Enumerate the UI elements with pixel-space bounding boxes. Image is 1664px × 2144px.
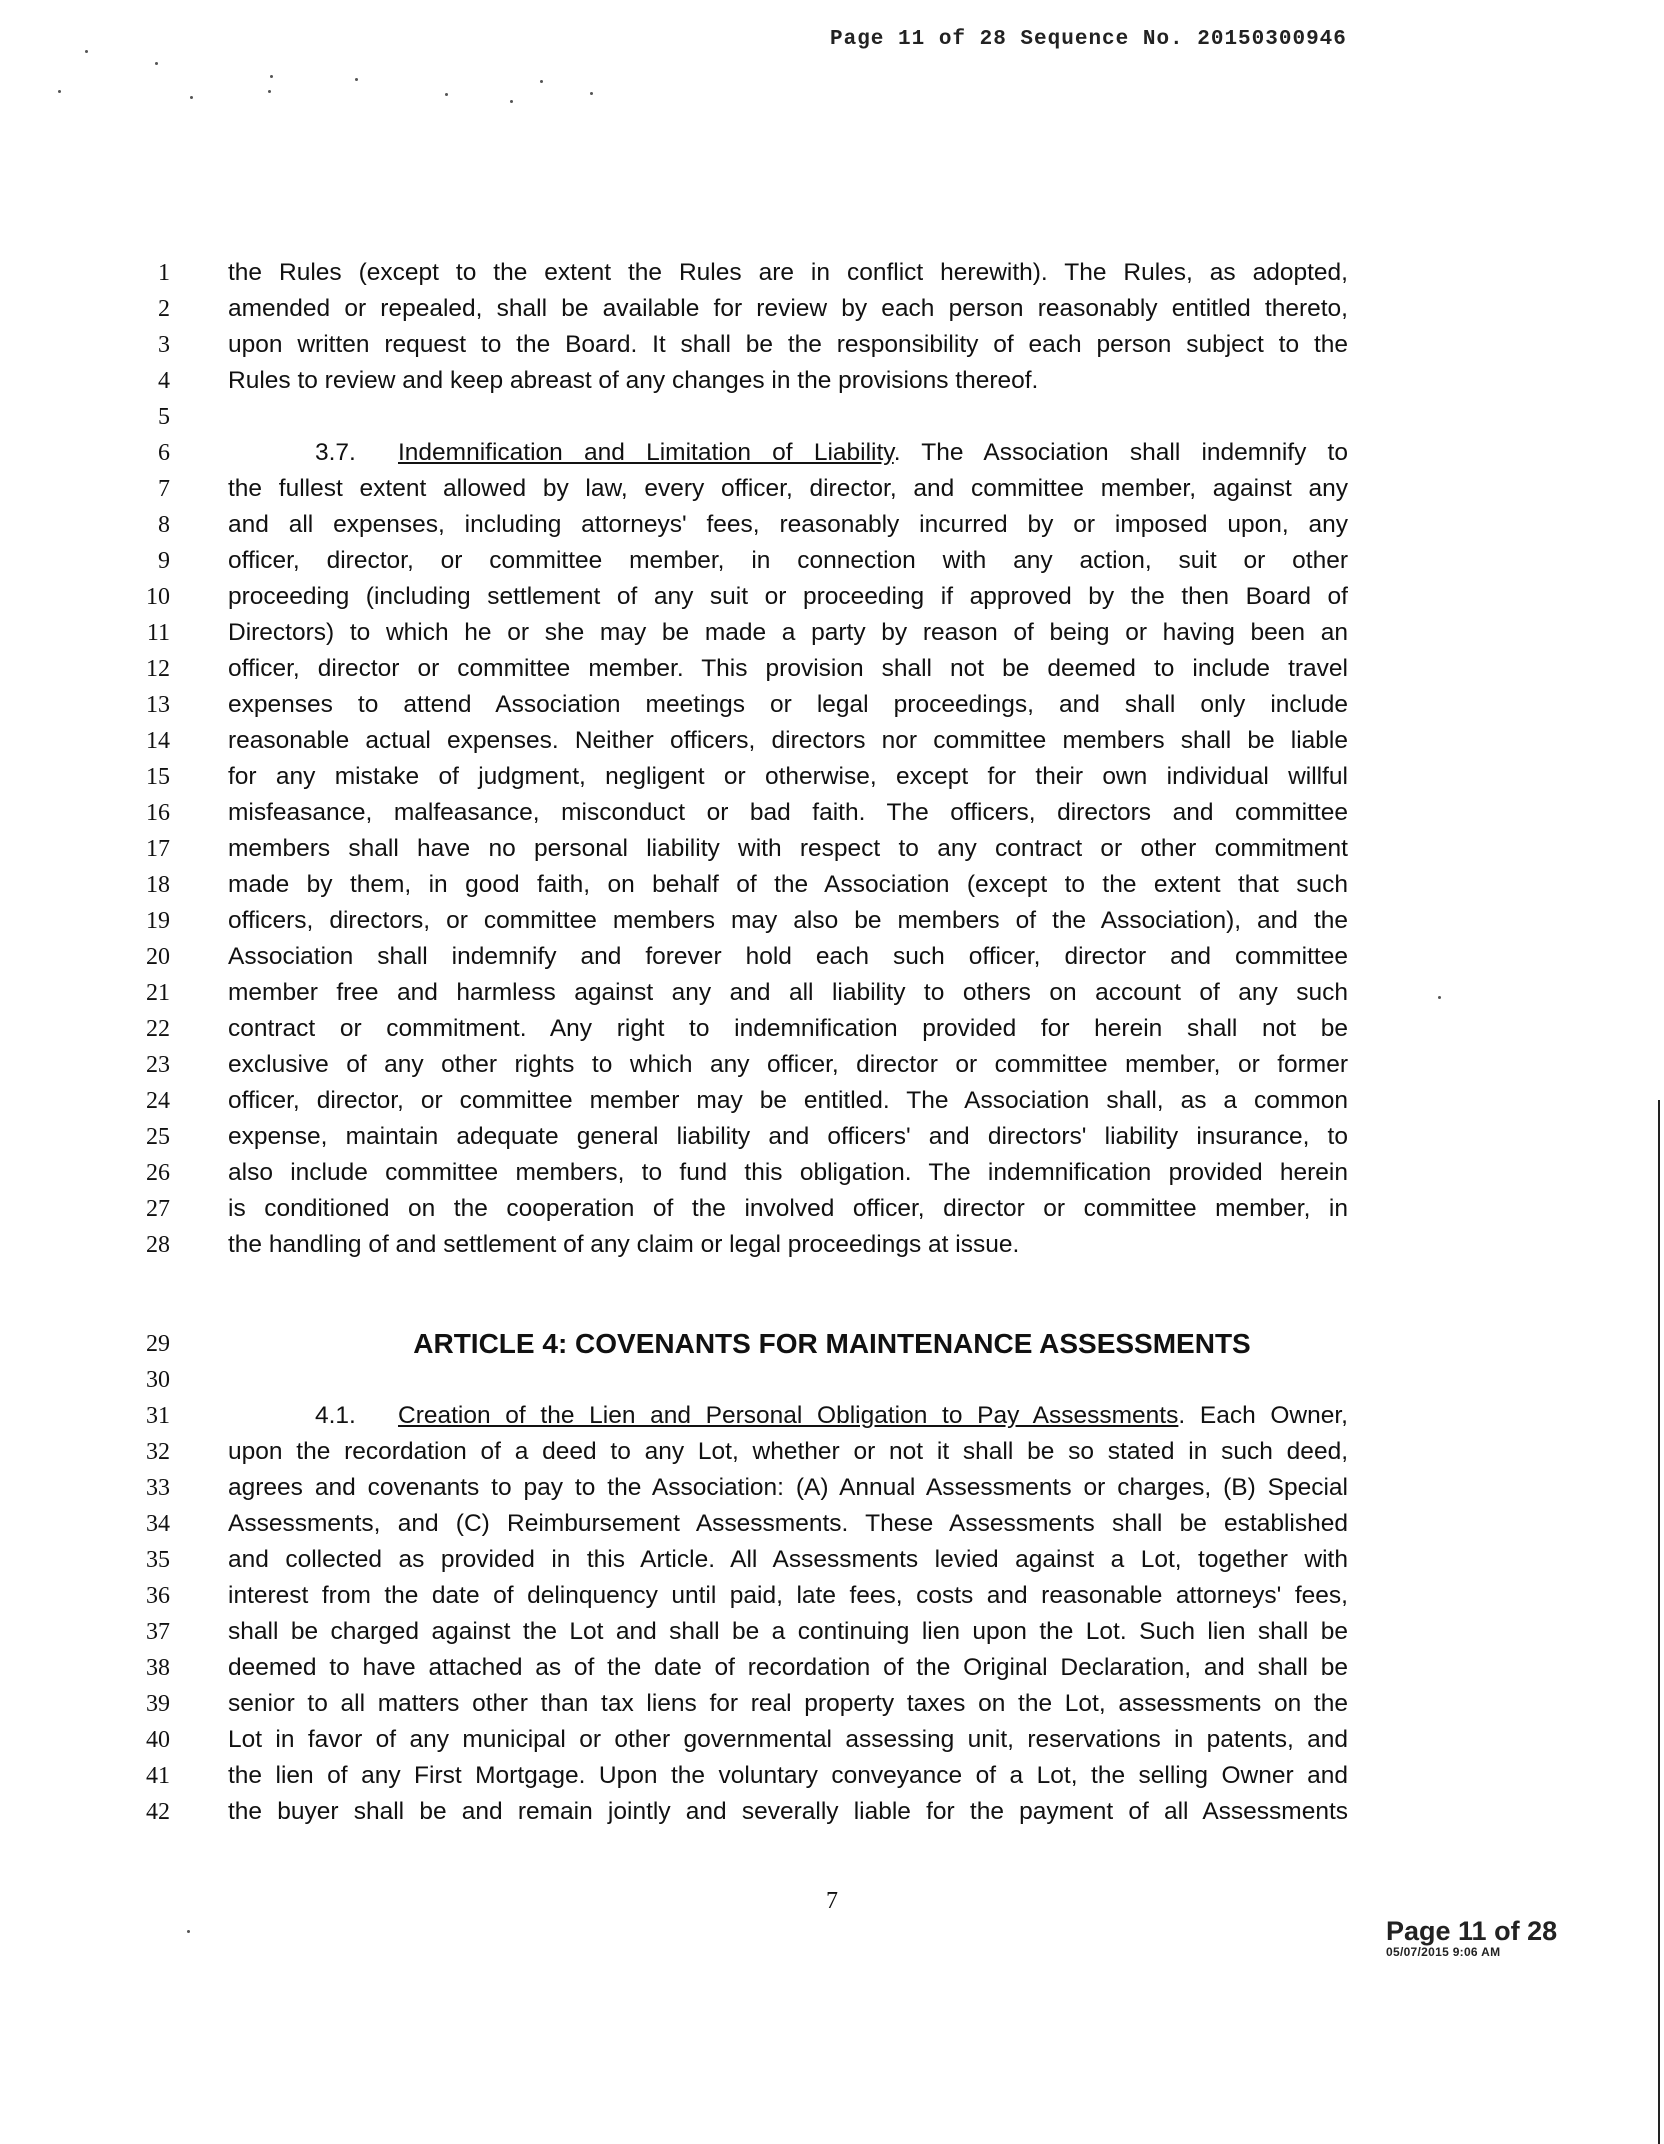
line-number: 4 (158, 368, 170, 394)
line-text: upon the recordation of a deed to any Lot, whether or not it shall be so stated in such deed, (228, 1438, 1348, 1465)
line-text: . Each Owner, (1178, 1402, 1348, 1429)
line-number: 19 (146, 908, 170, 934)
section-line (315, 1398, 1348, 1434)
line-number: 6 (158, 440, 170, 466)
document-line (0, 1398, 1664, 1434)
document-line (0, 975, 1664, 1011)
document-line (0, 1326, 1664, 1362)
document-line (0, 1542, 1664, 1578)
line-text: officer, director or committee member. This provision shall not be deemed to include travel (228, 655, 1348, 682)
line-text: officer, director, or committee member may be entitled. The Association shall, as a common (228, 1087, 1348, 1114)
line-text: . The Association shall indemnify to (893, 439, 1348, 466)
line-number: 34 (146, 1511, 170, 1537)
document-line (0, 291, 1664, 327)
document-line (0, 1794, 1664, 1830)
line-text: Lot in favor of any municipal or other governmental assessing unit, reservations in patents, and (228, 1726, 1348, 1753)
document-line (0, 363, 1664, 399)
line-text: agrees and covenants to pay to the Association: (A) Annual Assessments or charges, (B) Special (228, 1474, 1348, 1501)
line-number: 7 (158, 476, 170, 502)
line-number: 5 (158, 404, 170, 430)
document-line (0, 615, 1664, 651)
line-text: reasonable actual expenses. Neither officers, directors nor committee members shall be liable (228, 727, 1348, 754)
document-line (0, 1758, 1664, 1794)
document-line (0, 1470, 1664, 1506)
document-line (0, 759, 1664, 795)
document-line (0, 1155, 1664, 1191)
document-line (0, 1722, 1664, 1758)
document-line (0, 1083, 1664, 1119)
line-number: 24 (146, 1088, 170, 1114)
line-text: officer, director, or committee member, in connection with any action, suit or other (228, 547, 1348, 574)
section-number: 3.7. (315, 439, 356, 466)
document-line (0, 471, 1664, 507)
line-text: Rules to review and keep abreast of any changes in the provisions thereof. (228, 367, 1039, 394)
line-text: for any mistake of judgment, negligent or otherwise, except for their own individual willful (228, 763, 1348, 790)
document-line (0, 723, 1664, 759)
document-line (0, 687, 1664, 723)
line-text: the lien of any First Mortgage. Upon the voluntary conveyance of a Lot, the selling Owner and (228, 1762, 1348, 1789)
line-number: 35 (146, 1547, 170, 1573)
line-number: 14 (146, 728, 170, 754)
document-line (0, 255, 1664, 291)
line-number: 30 (146, 1367, 170, 1393)
line-number: 29 (146, 1331, 170, 1357)
line-text: Assessments, and (C) Reimbursement Assessments. These Assessments shall be established (228, 1510, 1348, 1537)
document-line (0, 1434, 1664, 1470)
document-line (0, 1614, 1664, 1650)
document-line (0, 1362, 1664, 1398)
document-line (0, 867, 1664, 903)
line-number: 28 (146, 1232, 170, 1258)
line-text: also include committee members, to fund this obligation. The indemnification provided herein (228, 1159, 1348, 1186)
line-text: is conditioned on the cooperation of the involved officer, director or committee member, in (228, 1195, 1348, 1222)
line-text: Directors) to which he or she may be made a party by reason of being or having been an (228, 619, 1348, 646)
line-text: expenses to attend Association meetings or legal proceedings, and shall only include (228, 691, 1348, 718)
line-text: and collected as provided in this Article. All Assessments levied against a Lot, together with (228, 1546, 1348, 1573)
document-line (0, 1686, 1664, 1722)
line-text: the handling of and settlement of any claim or legal proceedings at issue. (228, 1231, 1020, 1258)
line-number: 38 (146, 1655, 170, 1681)
line-text: the fullest extent allowed by law, every officer, director, and committee member, against any (228, 475, 1348, 502)
line-number: 27 (146, 1196, 170, 1222)
line-number: 2 (158, 296, 170, 322)
line-number: 8 (158, 512, 170, 538)
line-number: 26 (146, 1160, 170, 1186)
line-text: members shall have no personal liability with respect to any contract or other commitment (228, 835, 1348, 862)
line-text: member free and harmless against any and all liability to others on account of any such (228, 979, 1348, 1006)
line-number: 23 (146, 1052, 170, 1078)
line-number: 3 (158, 332, 170, 358)
line-number: 1 (158, 260, 170, 286)
document-line (0, 831, 1664, 867)
line-number: 39 (146, 1691, 170, 1717)
document-line (0, 1047, 1664, 1083)
line-number: 16 (146, 800, 170, 826)
line-number: 33 (146, 1475, 170, 1501)
document-line (0, 903, 1664, 939)
document-line (0, 1227, 1664, 1263)
line-number: 41 (146, 1763, 170, 1789)
line-text: interest from the date of delinquency until paid, late fees, costs and reasonable attorneys' fees, (228, 1582, 1348, 1609)
document-line (0, 795, 1664, 831)
section-number: 4.1. (315, 1402, 356, 1429)
sequence-header: Page 11 of 28 Sequence No. 20150300946 (830, 28, 1347, 51)
line-text: proceeding (including settlement of any suit or proceeding if approved by the then Board of (228, 583, 1348, 610)
line-text: upon written request to the Board. It shall be the responsibility of each person subject to the (228, 331, 1348, 358)
line-number: 21 (146, 980, 170, 1006)
page-number: 7 (826, 1888, 838, 1914)
document-line (0, 579, 1664, 615)
section-title: Creation of the Lien and Personal Obligation to Pay Assessments (398, 1402, 1179, 1429)
document-line (0, 507, 1664, 543)
line-text: amended or repealed, shall be available for review by each person reasonably entitled thereto, (228, 295, 1348, 322)
line-number: 10 (146, 584, 170, 610)
line-number: 31 (146, 1403, 170, 1429)
line-number: 40 (146, 1727, 170, 1753)
document-line (0, 1506, 1664, 1542)
line-text: shall be charged against the Lot and shall be a continuing lien upon the Lot. Such lien shall be (228, 1618, 1348, 1645)
document-line (0, 543, 1664, 579)
document-line (0, 435, 1664, 471)
line-text: Association shall indemnify and forever hold each such officer, director and committee (228, 943, 1348, 970)
line-number: 25 (146, 1124, 170, 1150)
line-text: exclusive of any other rights to which any officer, director or committee member, or former (228, 1051, 1348, 1078)
line-text: officers, directors, or committee members may also be members of the Association), and the (228, 907, 1348, 934)
line-number: 9 (158, 548, 170, 574)
line-number: 13 (146, 692, 170, 718)
line-text: misfeasance, malfeasance, misconduct or bad faith. The officers, directors and committee (228, 799, 1348, 826)
document-line (0, 1191, 1664, 1227)
document-line (0, 1119, 1664, 1155)
document-line (0, 399, 1664, 435)
scan-edge-line (1658, 1100, 1660, 2144)
line-text: senior to all matters other than tax liens for real property taxes on the Lot, assessments on the (228, 1690, 1348, 1717)
line-number: 12 (146, 656, 170, 682)
document-line (0, 1578, 1664, 1614)
recording-stamp (1386, 1916, 1557, 1959)
line-number: 18 (146, 872, 170, 898)
line-number: 36 (146, 1583, 170, 1609)
document-line (0, 939, 1664, 975)
document-line (0, 1011, 1664, 1047)
line-text: and all expenses, including attorneys' fees, reasonably incurred by or imposed upon, any (228, 511, 1348, 538)
line-text: contract or commitment. Any right to indemnification provided for herein shall not be (228, 1015, 1348, 1042)
line-number: 20 (146, 944, 170, 970)
stamp-date: 05/07/2015 9:06 AM (1386, 1945, 1501, 1959)
section-line (315, 435, 1348, 471)
article-heading: ARTICLE 4: COVENANTS FOR MAINTENANCE ASSESSMENTS (413, 1328, 1251, 1359)
line-text: deemed to have attached as of the date of recordation of the Original Declaration, and shall be (228, 1654, 1348, 1681)
line-text: the Rules (except to the extent the Rules are in conflict herewith). The Rules, as adopted, (228, 259, 1348, 286)
line-number: 15 (146, 764, 170, 790)
document-line (0, 651, 1664, 687)
line-text: made by them, in good faith, on behalf of the Association (except to the extent that such (228, 871, 1348, 898)
stamp-page-count: Page 11 of 28 (1386, 1916, 1558, 1946)
line-number: 22 (146, 1016, 170, 1042)
document-line (0, 327, 1664, 363)
line-number: 11 (146, 620, 170, 646)
document-line (0, 1650, 1664, 1686)
line-text: expense, maintain adequate general liability and officers' and directors' liability insurance, to (228, 1123, 1348, 1150)
line-number: 17 (146, 836, 170, 862)
line-number: 42 (146, 1799, 170, 1825)
section-title: Indemnification and Limitation of Liability (398, 439, 894, 466)
line-text: the buyer shall be and remain jointly and severally liable for the payment of all Assessments (228, 1798, 1348, 1825)
line-number: 37 (146, 1619, 170, 1645)
line-number: 32 (146, 1439, 170, 1465)
